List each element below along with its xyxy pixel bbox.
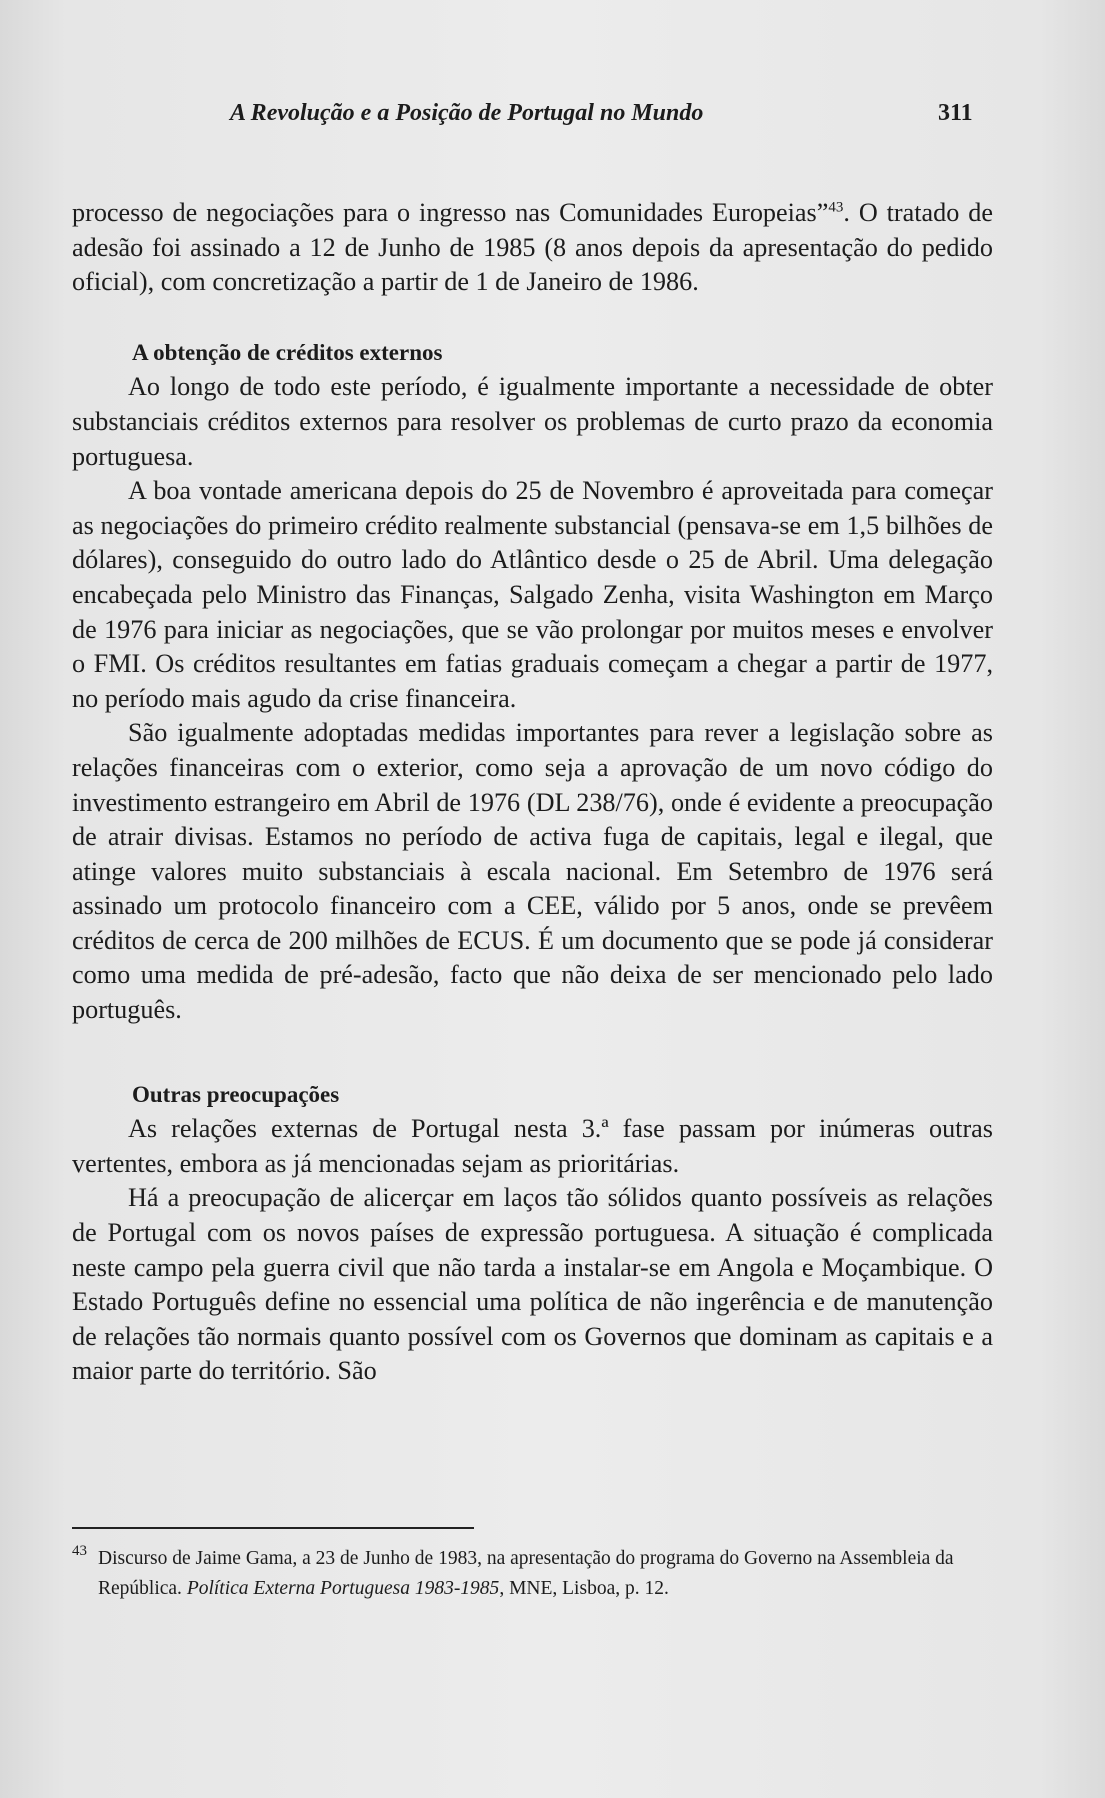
page-header <box>0 100 1105 134</box>
paragraph-continuation <box>72 196 993 300</box>
footnote-reference: 43 <box>828 199 844 216</box>
footnote-divider <box>72 1527 474 1529</box>
footnote-text-part: Discurso de Jaime Gama, a 23 de Junho de 1983, na apresentação do programa do Governo na Assembleia da República. <box>98 1548 954 1599</box>
footnote-text <box>98 1544 993 1604</box>
paragraph: Ao longo de todo este período, é igualmente importante a necessidade de obter substanciais créditos externos para resolver os problemas de curto prazo da economia portuguesa. <box>72 372 993 471</box>
page-body <box>72 196 993 1389</box>
footnote-cited-title: Política Externa Portuguesa 1983-1985 <box>186 1578 500 1599</box>
paragraph: As relações externas de Portugal nesta 3.ª fase passam por inúmeras outras vertentes, embora as já mencionadas sejam as prioritárias. <box>72 1114 993 1178</box>
footnote-text-part: , MNE, Lisboa, p. 12. <box>499 1578 669 1599</box>
footnote <box>72 1544 993 1604</box>
paragraph: Há a preocupação de alicerçar em laços tão sólidos quanto possíveis as relações de Portugal com os novos países de expressão portuguesa. A situação é complicada neste campo pela guerra civil que não tarda a instalar-se em Angola e Moçambique. O Estado Português define no essencial uma política de não ingerência e de manutenção de relações tão normais quanto possível com os Governos que dominam as capitais e a maior parte do território. São <box>72 1183 993 1386</box>
paragraph: São igualmente adoptadas medidas importantes para rever a legislação sobre as relações financeiras com o exterior, como seja a aprovação de um novo código do investimento estrangeiro em Abril de 1976 (DL 238/76), onde é evidente a preocupação de atrair divisas. Estamos no período de activa fuga de capitais, legal e ilegal, que atinge valores muito substanciais à escala nacional. Em Setembro de 1976 será assinado um protocolo financeiro com a CEE, válido por 5 anos, onde se prevêem créditos de cerca de 200 milhões de ECUS. É um documento que se pode já considerar como uma medida de pré-adesão, facto que não deixa de ser mencionado pelo lado português. <box>72 718 993 1025</box>
paragraph-text: processo de negociações para o ingresso nas Comunidades Europeias” <box>72 198 829 227</box>
section-spacer <box>72 1028 993 1078</box>
running-title: A Revolução e a Posição de Portugal no Mundo <box>230 100 704 126</box>
section-spacer <box>72 300 993 336</box>
section-heading-credits: A obtenção de créditos externos <box>132 339 443 365</box>
paragraph-text: . O tratado de adesão foi assinado a 12 de Junho de 1985 (8 anos depois da apresentação do pedido oficial), com concretização a partir de 1 de Janeiro de 1986. <box>72 198 993 297</box>
footnote-marker: 43 <box>72 1543 87 1559</box>
page-number: 311 <box>938 100 973 126</box>
section-heading-other: Outras preocupações <box>132 1081 340 1107</box>
paragraph: A boa vontade americana depois do 25 de Novembro é aproveitada para começar as negociações do primeiro crédito realmente substancial (pensava-se em 1,5 bilhões de dólares), conseguido do outro lado do Atlântico desde o 25 de Abril. Uma delegação encabeçada pelo Ministro das Finanças, Salgado Zenha, visita Washington em Março de 1976 para iniciar as negociações, que se vão prolongar por muitos meses e envolver o FMI. Os créditos resultantes em fatias graduais começam a chegar a partir de 1977, no período mais agudo da crise financeira. <box>72 476 993 713</box>
